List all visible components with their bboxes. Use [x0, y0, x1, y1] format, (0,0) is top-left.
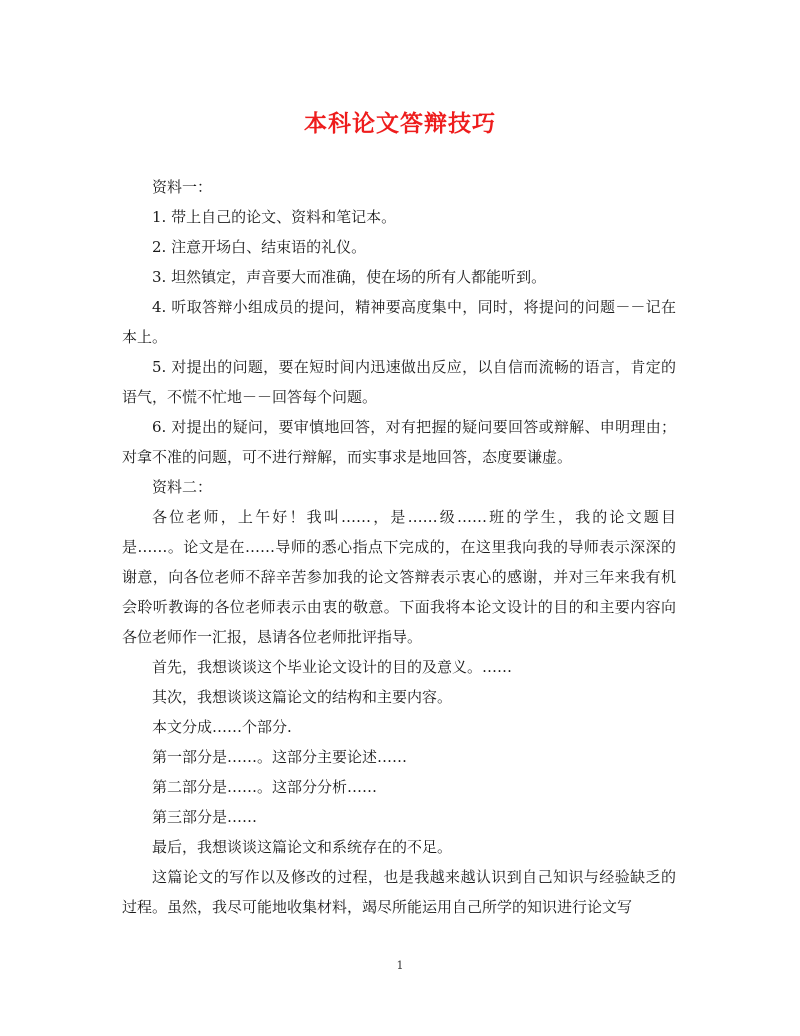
paragraph-item-4: 4. 听取答辩小组成员的提问，精神要高度集中，同时，将提问的问题－－记在本上。	[122, 298, 676, 346]
paragraph-reflection: 这篇论文的写作以及修改的过程，也是我越来越认识到自己知识与经验缺乏的过程。虽然，我尽可能地收集材料，竭尽所能运用自己所学的知识进行论文写	[122, 868, 676, 916]
paragraph-part-one: 第一部分是……。这部分主要论述……	[152, 748, 408, 766]
page-number: 1	[396, 959, 404, 972]
paragraph-part-three: 第三部分是……	[152, 808, 258, 826]
paragraph-item-5: 5. 对提出的问题，要在短时间内迅速做出反应，以自信而流畅的语言，肯定的语气，不慌不忙地－－回答每个问题。	[122, 358, 676, 406]
document-title: 本科论文答辩技巧	[304, 110, 496, 137]
paragraph-item-1: 1. 带上自己的论文、资料和笔记本。	[152, 208, 397, 226]
paragraph-second: 其次，我想谈谈这篇论文的结构和主要内容。	[152, 688, 453, 706]
paragraph-material-two-heading: 资料二：	[152, 478, 213, 496]
paragraph-greeting: 各位老师，上午好！我叫……，是……级……班的学生，我的论文题目是……。论文是在……导师的悉心指点下完成的，在这里我向我的导师表示深深的谢意，向各位老师不辞辛苦参加我的论文答辩表示衷心的感谢，并对三年来我有机会聆听教诲的各位老师表示由衷的敬意。下面我将本论文设计的目的和主要内容向各位老师作一汇报，恳请各位老师批评指导。	[122, 508, 676, 646]
paragraph-item-2: 2. 注意开场白、结束语的礼仪。	[152, 238, 367, 256]
paragraph-material-one-heading: 资料一：	[152, 178, 213, 196]
paragraph-item-3: 3. 坦然镇定，声音要大而准确，使在场的所有人都能听到。	[152, 268, 547, 286]
paragraph-item-6: 6. 对提出的疑问，要审慎地回答，对有把握的疑问要回答或辩解、申明理由；对拿不准的问题，可不进行辩解，而实事求是地回答，态度要谦虚。	[122, 418, 676, 466]
paragraph-part-two: 第二部分是……。这部分分析……	[152, 778, 378, 796]
paragraph-sections-count: 本文分成……个部分.	[152, 718, 292, 736]
document-body	[122, 172, 676, 922]
paragraph-finally: 最后，我想谈谈这篇论文和系统存在的不足。	[152, 838, 453, 856]
paragraph-first: 首先，我想谈谈这个毕业论文设计的目的及意义。……	[152, 658, 513, 676]
